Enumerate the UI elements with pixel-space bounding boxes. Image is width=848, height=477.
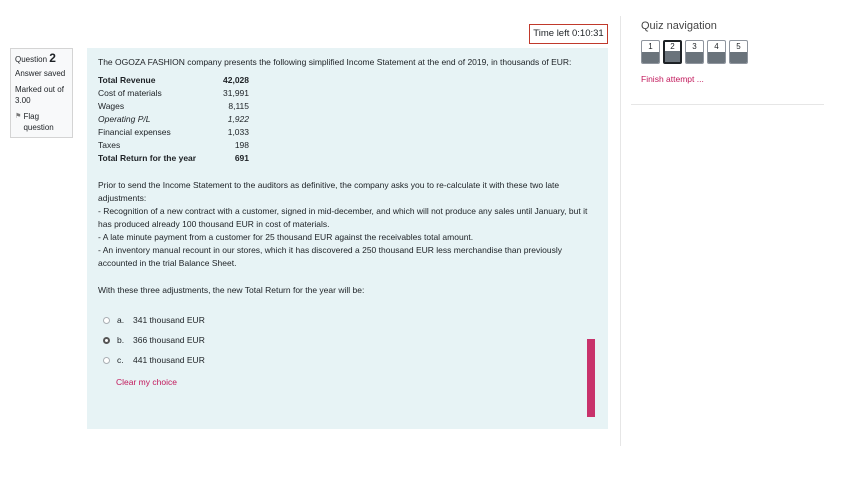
flag-question-label: Flag question [23,112,54,132]
quiz-navigation-title: Quiz navigation [641,20,717,32]
flag-question-link[interactable] [15,111,68,133]
nav-button-label: 5 [736,42,741,51]
answer-options [98,310,597,370]
nav-button-label: 4 [714,42,719,51]
adjustments-text [98,179,597,270]
nav-question-3-button[interactable] [685,40,704,64]
answer-option-b[interactable] [98,330,597,350]
nav-divider [631,104,824,105]
radio-button[interactable] [103,317,110,324]
table-row [98,126,249,139]
row-label: Taxes [98,140,121,150]
table-row [98,87,249,100]
row-value: 1,033 [227,127,249,137]
question-state: Answer saved [15,69,66,78]
table-row [98,113,249,126]
answered-indicator [665,51,680,62]
nav-button-label: 3 [692,42,697,51]
answer-option-c[interactable] [98,350,597,370]
row-label: Cost of materials [98,88,162,98]
question-info [10,48,73,138]
question-grade: Marked out of 3.00 [15,85,64,105]
answered-indicator [686,52,703,63]
nav-question-5-button[interactable] [729,40,748,64]
answer-text: 341 thousand EUR [133,314,205,325]
income-statement-table [98,74,249,165]
row-value: 31,991 [223,88,249,98]
row-value: 1,922 [227,114,249,124]
table-row [98,152,249,165]
quiz-navigation [641,20,824,84]
answer-option-a[interactable] [98,310,597,330]
nav-question-1-button[interactable] [641,40,660,64]
radio-button[interactable] [103,357,110,364]
question-number [15,53,68,65]
answered-indicator [708,52,725,63]
scroll-indicator[interactable] [587,339,595,417]
answer-letter: b. [117,334,125,345]
question-prefix: Question [15,55,48,64]
question-number-value: 2 [49,51,56,65]
row-value: 198 [234,140,249,150]
table-row [98,139,249,152]
quiz-navigation-buttons [641,40,824,64]
answer-text: 441 thousand EUR [133,354,205,365]
row-label: Financial expenses [98,127,171,137]
question-prompt: With these three adjustments, the new Total Return for the year will be: [98,285,365,295]
row-value: 42,028 [223,75,249,85]
answer-letter: c. [117,354,124,365]
row-label: Operating P/L [98,114,151,124]
clear-choice-link[interactable]: Clear my choice [116,377,177,387]
divider [620,16,621,446]
row-label: Total Revenue [98,75,156,85]
adjustments-line: - Recognition of a new contract with a customer, signed in mid-december, and which will not produce any sales until January, but it has produced already 100 thousand EUR in cost of materials. [98,206,588,229]
timer: Time left 0:10:31 [529,24,608,44]
row-value: 8,115 [228,101,249,111]
row-label: Wages [98,101,125,111]
nav-button-label: 1 [648,42,653,51]
row-value: 691 [234,153,249,163]
flag-icon: ⚑ [15,113,22,120]
adjustments-line: - An inventory manual recount in our stores, which it has discovered a 250 thousand EUR less merchandise than previously accounted in the trial Balance Sheet. [98,245,562,268]
answer-letter: a. [117,314,125,325]
adjustments-line: - A late minute payment from a customer for 25 thousand EUR against the receivables total amount. [98,232,474,242]
answered-indicator [730,52,747,63]
answered-indicator [642,52,659,63]
table-row [98,74,249,87]
nav-question-2-button[interactable] [663,40,682,64]
finish-attempt-link[interactable]: Finish attempt ... [641,74,704,84]
nav-button-label: 2 [670,42,675,51]
adjustments-line: Prior to send the Income Statement to the auditors as definitive, the company asks you to re-calculate it with these two late adjustments: [98,180,560,203]
answer-text: 366 thousand EUR [133,334,205,345]
table-row [98,100,249,113]
question-intro: The OGOZA FASHION company presents the following simplified Income Statement at the end of 2019, in thousands of EUR: [98,57,572,67]
nav-question-4-button[interactable] [707,40,726,64]
radio-button-selected[interactable] [103,337,110,344]
question-content [87,48,608,429]
row-label: Total Return for the year [98,153,197,163]
